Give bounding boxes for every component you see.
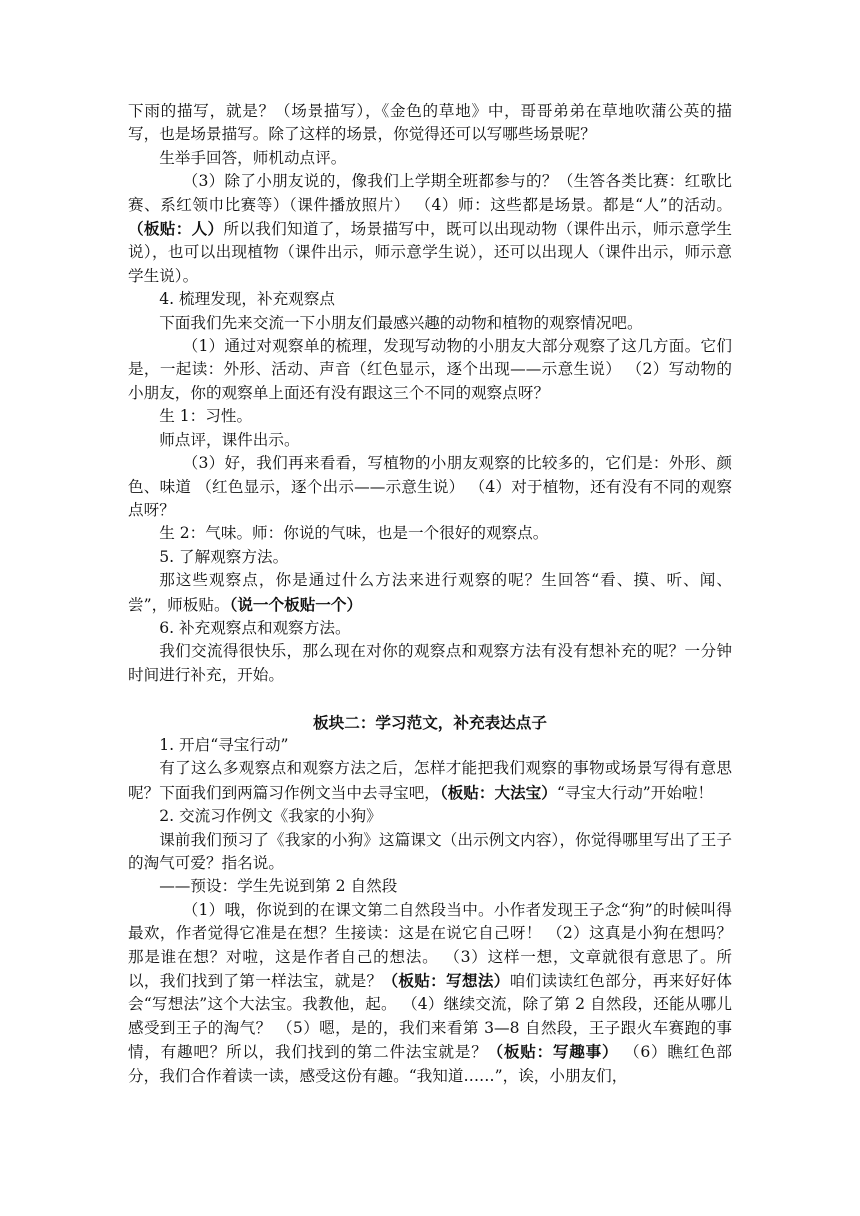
paragraph	[128, 288, 732, 311]
bold-text: （说一个板贴一个）	[229, 594, 363, 614]
text-segment: 下面我们先来交流一下小朋友们最感兴趣的动物和植物的观察情况吧。	[159, 313, 643, 332]
paragraph	[128, 734, 732, 757]
text-segment: “寻宝大行动”开始啦！	[556, 783, 714, 802]
section-heading	[128, 711, 732, 734]
text-segment: 所以我们知道了，场景描写中，既可以出现动物（课件出示，师示意学生说），也可以出现植物（课件出示，师示意学生说），还可以出现人（课件出示，师示意学生说）。	[128, 220, 732, 285]
text-segment: （3）好，我们再来看看，写植物的小朋友观察的比较多的，它们是：外形、颜色、味道 （红色显示，逐个出示——示意生说） （4）对于植物，还有没有不同的观察点呀？	[128, 454, 732, 519]
paragraph	[128, 522, 732, 545]
paragraph	[128, 147, 732, 170]
text-segment: 那这些观察点，你是通过什么方法来进行观察的呢？生回答“看、摸、听、闻、尝”，师板贴。	[128, 571, 732, 614]
bold-text: （板贴：写想法）	[382, 971, 510, 991]
text-segment: 师点评，课件出示。	[159, 430, 300, 449]
paragraph	[128, 405, 732, 428]
paragraph	[128, 640, 732, 687]
bold-text: （板贴：写趣事）	[487, 1042, 619, 1062]
bold-text: （板贴：大法宝）	[439, 782, 557, 802]
text-segment: 生 1：习性。	[159, 407, 253, 426]
text-segment: 5. 了解观察方法。	[159, 547, 289, 566]
paragraph	[128, 757, 732, 805]
text-segment: 6. 补充观察点和观察方法。	[159, 618, 351, 637]
paragraph	[128, 617, 732, 640]
paragraph	[128, 452, 732, 522]
text-segment: 4. 梳理发现，补充观察点	[159, 290, 335, 309]
paragraph	[128, 170, 732, 288]
text-segment: （3）除了小朋友说的，像我们上学期全班都参与的？（生答各类比赛：红歌比赛、系红领巾比赛等）（课件播放照片） （4）师：这些都是场景。都是“人”的活动。	[128, 172, 732, 214]
document-page	[128, 100, 732, 1088]
bold-text: （板贴：人）	[128, 219, 224, 239]
text-segment: 1. 开启“寻宝行动”	[159, 735, 289, 754]
paragraph	[128, 569, 732, 617]
text-segment: （1）通过对观察单的梳理，发现写动物的小朋友大部分观察了这几方面。它们是，一起读：外形、活动、声音（红色显示，逐个出现——示意生说） （2）写动物的小朋友，你的观察单上面还有没有跟这三个不同的观察点呀？	[128, 337, 732, 402]
paragraph	[128, 899, 732, 1088]
text-segment: ——预设：学生先说到第 2 自然段	[159, 877, 398, 896]
blank-line	[128, 687, 732, 710]
text-segment: 有了这么多观察点和观察方法之后，怎样才能把我们观察的事物或场景写得有意思呢？下面我们到两篇习作例文当中去寻宝吧，	[128, 759, 732, 802]
text-segment: 课前我们预习了《我家的小狗》这篇课文（出示例文内容），你觉得哪里写出了王子的淘气可爱？指名说。	[128, 830, 732, 872]
text-segment: 下雨的描写，就是？（场景描写），《金色的草地》中，哥哥弟弟在草地吹蒲公英的描写，也是场景描写。除了这样的场景，你觉得还可以写哪些场景呢？	[128, 102, 732, 144]
text-segment: （1）哦，你说到的在课文第二自然段当中。小作者发现王子念“狗”的时候叫得最欢，作者觉得它准是在想？生接读：这是在说它自己呀！ （2）这真是小狗在想吗？那是谁在想？对啦，这是作者自己的想法。 （3）这样一想，文章就很有意思了。所以，我们找到了第一样法宝，就是？	[128, 900, 732, 991]
text-segment: （6）瞧红色部分，我们合作着读一读，感受这份有趣。“我知道……”，诶，小朋友们，	[128, 1043, 732, 1085]
text-segment: 咱们读读红色部分，再来好好体会“写想法”这个大法宝。我教他，起。 （4）继续交流，除了第 2 自然段，还能从哪儿感受到王子的淘气？ （5）嗯，是的，我们来看第 3—8 自然段，王子跟火车赛跑的事情，有趣吧？所以，我们找到的第二件法宝就是？	[128, 972, 732, 1062]
text-segment: 生 2：气味。师：你说的气味，也是一个很好的观察点。	[159, 524, 549, 543]
paragraph	[128, 429, 732, 452]
paragraph	[128, 829, 732, 876]
paragraph	[128, 805, 732, 828]
text-segment: 板块二：学习范文，补充表达点子	[313, 712, 547, 732]
paragraph	[128, 312, 732, 335]
text-segment: 2. 交流习作例文《我家的小狗》	[159, 807, 382, 826]
text-segment: 生举手回答，师机动点评。	[159, 148, 347, 167]
paragraph	[128, 546, 732, 569]
paragraph	[128, 875, 732, 898]
paragraph	[128, 100, 732, 147]
paragraph	[128, 335, 732, 405]
text-segment: 我们交流得很快乐，那么现在对你的观察点和观察方法有没有想补充的呢？一分钟时间进行补充，开始。	[128, 642, 732, 684]
